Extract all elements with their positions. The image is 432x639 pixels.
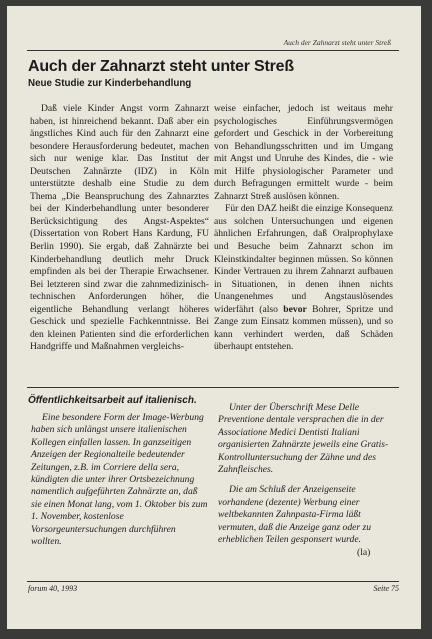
article-paragraph: Daß viele Kinder Angst vorm Zahnarzt haben, ist hinreichend bekannt. Daß aber ein ängstliches Kind auch für den Zahnarzt eine besondere Herausforderung bedeutet, machen sich nur wenige klar. Das Institut der Deutschen Zahnärzte (IDZ) in Köln unterstützte deshalb eine Studie zu dem Thema „Die Beanspruchung des Zahnarztes bei der Kinderbehandlung unter besonderer Berücksichtigung des Angst-Aspektes“ (Dissertation von Robert Hans Kardung, FU Berlin 1990). Sie ergab, daß Zahnärzte bei Kinderbehandlung deutlich mehr Druck empfinden als bei der Therapie Erwachsener. Bei letzteren sind zwar die zahnmedizinisch-technischen Anforderungen höher, die eigentliche Behandlung verlangt höheres Geschick und spezielle Fachkenntnisse. Bei den kleinen Patienten sind die erforderlichen Handgriffe und Maßnahmen vergleichs- bbox=[30, 103, 209, 353]
footer-issue: forum 40, 1993 bbox=[28, 584, 78, 593]
sidebar-paragraph: Unter der Überschrift Mese Delle Preventione dentale versprachen die in der Associatione Medici Dentisti Italiani organisierten Zahnärzte jeweils eine Gratis-Kontrolluntersuchung der Zähne und des Zahnfleisches. bbox=[218, 402, 389, 476]
sidebar-column-left bbox=[31, 412, 208, 548]
paragraph-text: Für den DAZ heißt die einzige Konsequenz aus solchen Untersuchungen und eigenen ähnlichen Erfahrungen, daß Oralprophylaxe und Besuche beim Zahnarzt schon im Kleinstkindalter beginnen müssen. So können Kinder Vertrauen zu ihrem Zahnarzt aufbauen in Situationen, in denen ihnen nichts Unangenehmes und Angstauslösendes widerfährt (also bbox=[214, 203, 393, 315]
article-paragraph bbox=[214, 203, 393, 354]
top-rule bbox=[27, 50, 399, 51]
paragraph-text: Bohrer, Spritze und Zange zum Einsatz kommen müssen), und so kann verhindert werden, daß Schäden überhaupt entstehen. bbox=[214, 303, 393, 353]
article-title: Auch der Zahnarzt steht unter Streß bbox=[28, 58, 294, 75]
footer-page-number: Seite 75 bbox=[373, 584, 399, 593]
article-subtitle: Neue Studie zur Kinderbehandlung bbox=[28, 78, 192, 89]
running-head: Auch der Zahnarzt steht unter Streß bbox=[283, 38, 391, 47]
sidebar-heading: Öffentlichkeitsarbeit auf italienisch. bbox=[28, 395, 197, 406]
magazine-page bbox=[7, 6, 421, 629]
article-column-right bbox=[214, 103, 393, 354]
sidebar-paragraph: Die am Schluß der Anzeigenseite vorhandene (dezente) Werbung einer weltbekannten Zahnpasta-Firma läßt vermuten, daß die Anzeige ganz oder zu erheblichen Teilen gesponsert wurde. bbox=[218, 484, 372, 546]
emphasis-text: bevor bbox=[283, 303, 307, 315]
bottom-rule bbox=[27, 581, 399, 582]
sidebar-paragraph: Eine besondere Form der Image-Werbung haben sich unlängst unsere italienischen Kollegen einfallen lassen. In ganzseitigen Anzeigen der Regionalteile bedeutender Zeitungen, z.B. im Corriere della sera, kündigten die unter ihrer Ortsbezeichnung namentlich aufgeführten Zahnärzte an, daß sie einen Monat lang, vom 1. Oktober bis zum 1. November, kostenlose Vorsorgeuntersuchungen durchführen wollten. bbox=[31, 412, 208, 548]
article-paragraph: weise einfacher, jedoch ist weitaus mehr psychologisches Einführungsvermögen gefordert und Geschick in der Vorbereitung von Behandlungsschritten und im Umgang mit Angst und Unruhe des Kindes, die - wie mit Hilfe physiologischer Parameter und durch Befragungen ermittelt wurde - beim Zahnarzt Streß auslösen können. bbox=[214, 103, 393, 202]
article-column-left bbox=[30, 103, 209, 354]
sidebar-column-right bbox=[218, 402, 395, 546]
author-signature: (la) bbox=[357, 547, 371, 558]
section-rule bbox=[27, 387, 399, 388]
